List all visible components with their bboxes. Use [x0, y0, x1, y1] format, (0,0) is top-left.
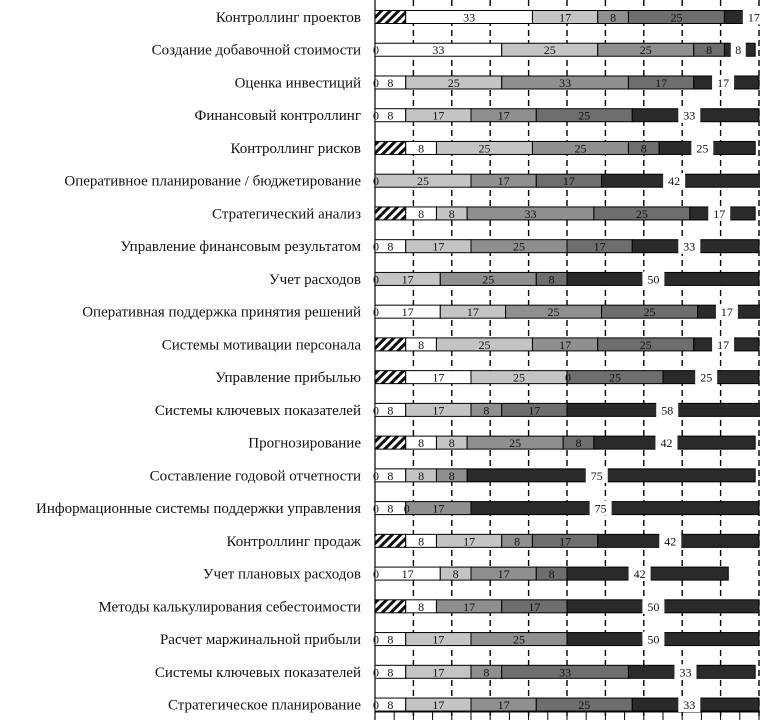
- value-label: 25: [578, 108, 591, 123]
- value-label: 8: [387, 698, 394, 713]
- value-label: 17: [432, 632, 445, 647]
- value-label: 25: [447, 75, 460, 90]
- value-label: 33: [463, 10, 476, 25]
- value-label: 8: [418, 436, 425, 451]
- value-label: 8: [448, 436, 455, 451]
- value-label: 8: [640, 141, 647, 156]
- value-label: 58: [661, 403, 674, 418]
- value-label: 25: [574, 141, 587, 156]
- category-label: Составление годовой отчетности: [149, 468, 361, 485]
- category-label: Контроллинг проектов: [215, 10, 361, 26]
- category-label: Системы ключевых показателей: [154, 402, 361, 419]
- value-label: 25: [700, 370, 713, 385]
- category-label: Стратегический анализ: [212, 206, 361, 223]
- value-label: 17: [655, 75, 668, 90]
- value-label: 8: [418, 141, 425, 156]
- bar-segment-hatched: [375, 11, 406, 24]
- bar-segment-black: [471, 502, 759, 515]
- value-label: 8: [514, 534, 521, 549]
- category-label: Оперативное планирование / бюджетирование: [64, 173, 361, 190]
- value-label: 0: [373, 43, 379, 58]
- value-label: 25: [513, 632, 525, 647]
- value-label: 17: [432, 403, 445, 418]
- value-label: 8: [418, 534, 425, 549]
- value-label: 8: [387, 632, 394, 647]
- category-label: Учет плановых расходов: [202, 566, 361, 583]
- value-label: 8: [448, 206, 455, 221]
- value-label: 17: [432, 370, 445, 385]
- value-label: 42: [633, 567, 646, 582]
- bar-segment-hatched: [375, 436, 406, 449]
- value-label: 17: [432, 108, 445, 123]
- value-label: 25: [513, 239, 525, 254]
- category-label: Методы калькулирования себестоимости: [98, 599, 361, 616]
- value-label: 8: [387, 468, 394, 483]
- value-label: 17: [528, 403, 541, 418]
- value-label: 25: [639, 337, 652, 352]
- value-label: 8: [483, 403, 490, 418]
- value-label: 17: [562, 174, 575, 189]
- value-label: 8: [418, 206, 425, 221]
- value-label: 8: [387, 665, 394, 680]
- category-label: Расчет маржинальной прибыли: [159, 632, 361, 649]
- value-label: 33: [683, 698, 696, 713]
- value-label: 8: [387, 108, 394, 123]
- value-label: 25: [509, 436, 522, 451]
- category-label: Финансовый контроллинг: [194, 108, 361, 125]
- value-label: 17: [528, 599, 541, 614]
- value-label: 17: [497, 174, 510, 189]
- value-label: 17: [463, 534, 476, 549]
- value-label: 25: [643, 305, 656, 320]
- value-label: 8: [418, 599, 425, 614]
- bar-segment-hatched: [375, 600, 406, 613]
- value-label: 17: [466, 305, 479, 320]
- value-label: 0: [373, 567, 379, 582]
- value-label: 50: [647, 272, 660, 287]
- value-label: 0: [373, 305, 379, 320]
- value-label: 42: [660, 436, 673, 451]
- category-label: Оценка инвестиций: [234, 75, 361, 92]
- value-label: 0: [373, 632, 379, 647]
- value-label: 8: [548, 567, 555, 582]
- value-label: 17: [713, 206, 726, 221]
- value-label: 25: [478, 337, 491, 352]
- category-label: Учет расходов: [269, 271, 361, 288]
- value-label: 17: [401, 305, 414, 320]
- category-label: Стратегическое планирование: [167, 697, 361, 714]
- value-label: 17: [717, 337, 730, 352]
- value-label: 33: [683, 108, 696, 123]
- value-label: 17: [497, 108, 510, 123]
- value-label: 0: [373, 174, 379, 189]
- value-label: 8: [448, 468, 455, 483]
- value-label: 17: [559, 534, 572, 549]
- category-label: Управление прибылью: [215, 370, 361, 387]
- value-label: 25: [639, 43, 652, 58]
- category-label: Управление финансовым результатом: [120, 239, 361, 256]
- value-label: 8: [387, 403, 394, 418]
- value-label: 0: [373, 403, 379, 418]
- value-label: 17: [432, 665, 445, 680]
- value-label: 25: [578, 698, 591, 713]
- category-label: Контроллинг продаж: [226, 533, 361, 550]
- value-label: 17: [432, 698, 445, 713]
- value-label: 33: [679, 665, 692, 680]
- value-label: 17: [401, 567, 414, 582]
- value-label: 8: [418, 337, 425, 352]
- value-label: 17: [720, 305, 733, 320]
- value-label: 17: [559, 10, 572, 25]
- value-label: 42: [668, 174, 681, 189]
- category-labels: [36, 10, 362, 714]
- value-label: 25: [417, 174, 429, 189]
- value-label: 33: [559, 665, 572, 680]
- bar-segment-hatched: [375, 371, 406, 384]
- value-label: 25: [547, 305, 560, 320]
- value-label: 8: [418, 468, 425, 483]
- value-label: 50: [647, 632, 660, 647]
- value-label: 8: [387, 501, 394, 516]
- value-label: 0: [373, 239, 379, 254]
- value-label: 33: [559, 75, 572, 90]
- value-label: 8: [548, 272, 555, 287]
- bar-segment-hatched: [375, 141, 406, 154]
- value-label: 0: [373, 108, 379, 123]
- value-label: 25: [478, 141, 491, 156]
- value-label: 0: [373, 501, 379, 516]
- value-label: 75: [594, 501, 607, 516]
- category-label: Системы ключевых показателей: [154, 664, 361, 681]
- value-label: 8: [706, 43, 713, 58]
- value-label: 25: [609, 370, 621, 385]
- value-label: 25: [635, 206, 648, 221]
- value-label: 17: [747, 10, 760, 25]
- category-label: Информационные системы поддержки управления: [36, 501, 361, 518]
- value-label: 25: [696, 141, 709, 156]
- value-label: 25: [513, 370, 525, 385]
- value-label: 33: [524, 206, 537, 221]
- value-label: 50: [647, 599, 660, 614]
- category-label: Создание добавочной стоимости: [151, 42, 361, 59]
- bar-segment-hatched: [375, 534, 406, 547]
- value-label: 0: [373, 272, 379, 287]
- value-label: 17: [497, 698, 510, 713]
- value-label: 8: [483, 665, 490, 680]
- category-label: Контроллинг рисков: [230, 140, 361, 157]
- value-label: 17: [593, 239, 606, 254]
- value-label: 42: [664, 534, 677, 549]
- category-label: Прогнозирование: [248, 435, 361, 452]
- value-label: 0: [403, 501, 410, 516]
- bar-segment-black: [467, 469, 755, 482]
- value-label: 0: [565, 370, 571, 385]
- value-label: 8: [452, 567, 459, 582]
- value-label: 25: [543, 43, 556, 58]
- value-label: 75: [590, 468, 603, 483]
- value-label: 8: [610, 10, 617, 25]
- value-label: 17: [463, 599, 476, 614]
- value-label: 17: [717, 75, 730, 90]
- category-label: Системы мотивации персонала: [161, 337, 361, 354]
- value-label: 0: [373, 665, 379, 680]
- value-label: 33: [432, 43, 445, 58]
- category-label: Оперативная поддержка принятия решений: [82, 304, 361, 321]
- value-label: 17: [401, 272, 414, 287]
- value-label: 8: [575, 436, 582, 451]
- bar-segment-hatched: [375, 338, 406, 351]
- value-label: 8: [387, 75, 394, 90]
- value-label: 8: [387, 239, 394, 254]
- value-label: 17: [559, 337, 572, 352]
- value-label: 0: [373, 698, 379, 713]
- value-label: 25: [670, 10, 683, 25]
- bar-segment-hatched: [375, 207, 406, 220]
- value-label: 17: [432, 239, 445, 254]
- value-label: 8: [735, 43, 742, 58]
- value-label: 0: [373, 468, 379, 483]
- value-label: 25: [482, 272, 495, 287]
- value-label: 17: [432, 501, 445, 516]
- value-label: 33: [683, 239, 696, 254]
- value-label: 17: [497, 567, 510, 582]
- value-label: 0: [373, 75, 379, 90]
